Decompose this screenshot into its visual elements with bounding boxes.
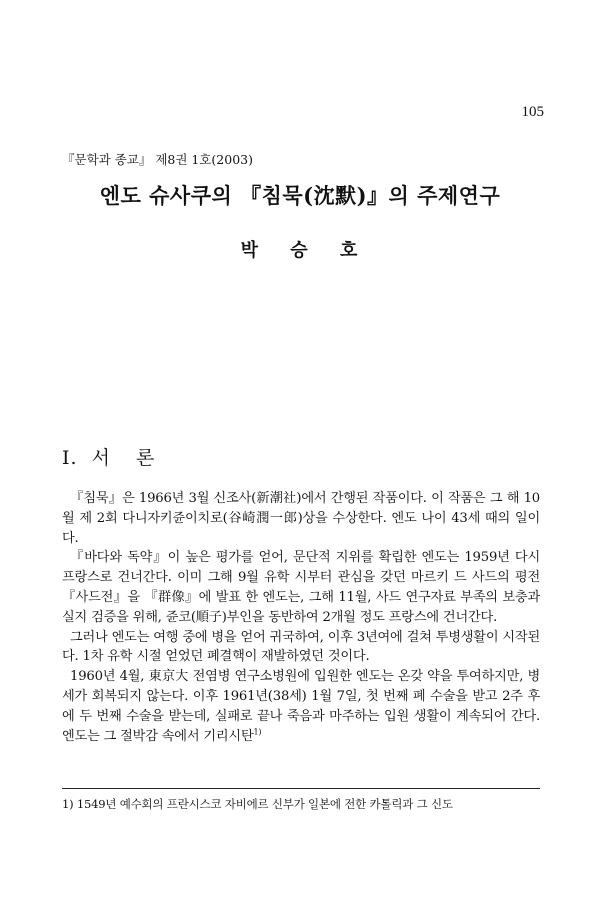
paragraph [62, 667, 540, 746]
paragraph: 그러나 엔도는 여행 중에 병을 얻어 귀국하여, 이후 3년여에 걸쳐 투병생활이 시작된다. 1차 유학 시절 얻었던 폐결핵이 재발하였던 것이다. [62, 629, 540, 665]
footnote: 1) 1549년 예수회의 프란시스코 자비에르 신부가 일본에 전한 카톨릭과 그 신도 [62, 797, 453, 811]
author-name: 박 승 호 [240, 240, 360, 261]
paragraph: 『바다와 독약』이 높은 평가를 얻어, 문단적 지위를 확립한 엔도는 1959년 다시 프랑스로 건너간다. 이미 그해 9월 유학 시부터 관심을 갖던 마르키 드 사드의 평전 『사드전』을 『群像』에 발표 한 엔도는, 그해 11월, 사드 연구자료 부족의 보충과 실지 검증을 위해, 쥰코(順子)부인을 동반하여 2개월 정도 프랑스에 건너간다. [62, 550, 540, 625]
paragraph: 『침묵』은 1966년 3월 신조사(新潮社)에서 간행된 작품이다. 이 작품은 그 해 10월 제 2회 다니자키쥰이치로(谷崎潤一郎)상을 수상한다. 엔도 나이 43세 때의 일이다. [62, 491, 540, 546]
section-heading [62, 443, 155, 470]
paragraph-text: 1960년 4월, 東京大 전염병 연구소병원에 입원한 엔도는 온갖 약을 투여하지만, 병세가 회복되지 않는다. 이후 1961년(38세) 1월 7일, 첫 번째 폐 수술을 받고 2주 후에 두 번째 수술을 받는데, 실패로 끝나 죽음과 마주하는 입원 생활이 계속되어 간다. 엔도는 그 절박감 속에서 기리시탄 [62, 669, 540, 744]
page-number: 105 [521, 104, 544, 120]
body-text [62, 489, 540, 746]
section-title: 서 론 [91, 447, 156, 469]
journal-reference: 『문학과 종교』 제8권 1호(2003) [62, 152, 253, 167]
section-number: I. [62, 447, 78, 469]
footnote-marker: 1) [253, 727, 262, 737]
footnote-divider [62, 788, 540, 789]
paper-title: 엔도 슈사쿠의 『침묵(沈默)』의 주제연구 [99, 183, 501, 208]
